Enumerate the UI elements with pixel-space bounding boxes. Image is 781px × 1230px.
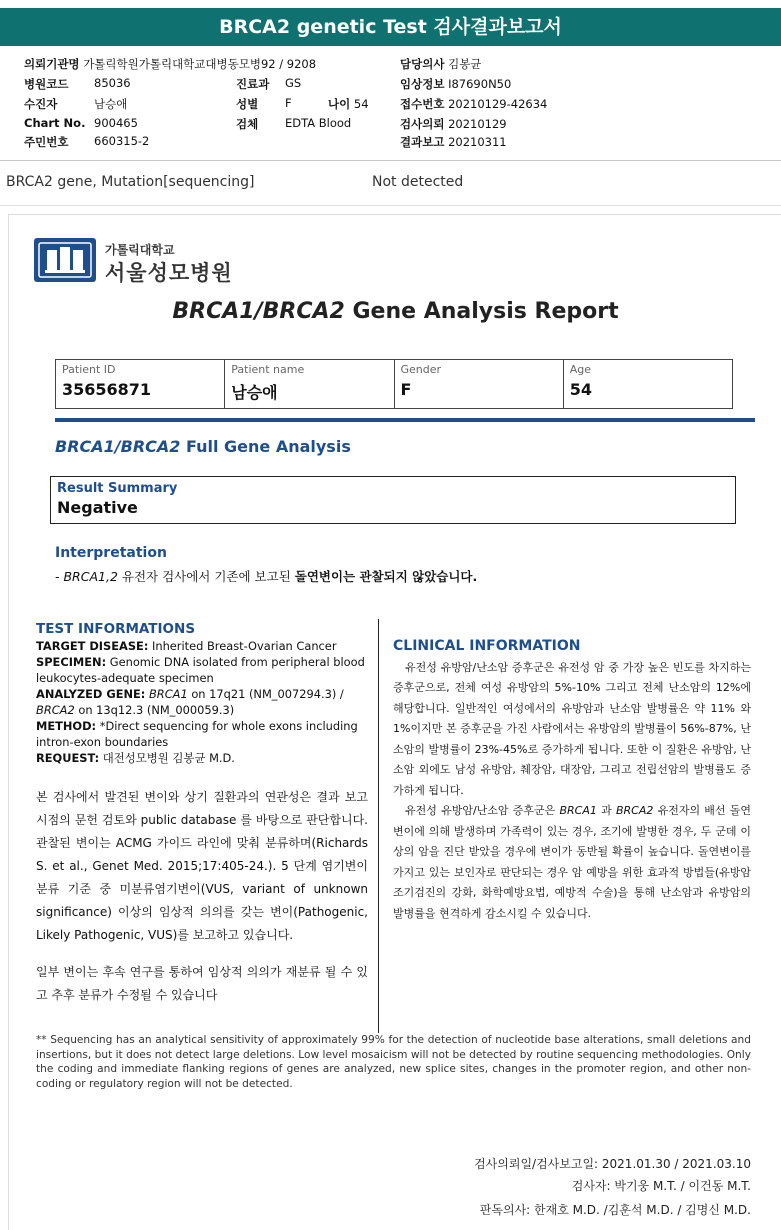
institution-value: 가톨릭학원가톨릭대학교대병동모병92 / 9208 <box>83 57 317 71</box>
age-cell: Age 54 <box>569 363 593 399</box>
doctor-label: 담당의사 <box>400 57 445 71</box>
hospital-seal-icon <box>33 237 97 283</box>
hospital-name-small: 가톨릭대학교 <box>105 243 175 257</box>
specimen-info: SPECIMEN: Genomic DNA isolated from peripheral blood leukocytes-adequate specimen <box>36 655 365 685</box>
age-label: 나이 <box>328 97 351 111</box>
method-info: METHOD: *Direct sequencing for whole exons including intron-exon boundaries <box>36 719 358 749</box>
specimen-label: 검체 <box>236 117 259 131</box>
clinical-para-1: 유전성 유방암/난소암 증후군은 유전성 암 중 가장 높은 빈도를 차지하는 증후군으로, 전체 여성 유방암의 5%-10% 그리고 전체 난소암의 12%에 해당합니다. 일반적인 여성에서의 유방암과 난소암 발병률은 약 11% 와 1%이지만 본 증후군을 가진 사람에서는 유방암의 발병률이 56%-87%, 난소암의 발병률이 23%-45%로 증가하게 됩니다. 또한 이 질환은 유방암, 난소암 외에도 남성 유방암, 췌장암, 대장암, 그리고 전립선암의 발병률도 증가하게 됩니다. <box>393 660 751 797</box>
sex-label: 성별 <box>236 97 259 111</box>
accession-value: 20210129-42634 <box>448 97 548 111</box>
request-info: REQUEST: 대전성모병원 김봉균 M.D. <box>36 751 235 765</box>
chart-label: Chart No. <box>24 116 86 130</box>
column-divider <box>378 619 379 1033</box>
dept-value: GS <box>285 76 302 90</box>
report-value: 20210311 <box>448 135 507 149</box>
interpretation-heading: Interpretation <box>55 545 167 561</box>
age-value: 54 <box>353 97 369 111</box>
test-result: Not detected <box>372 174 464 190</box>
gender-cell: Gender F <box>395 360 564 408</box>
hospital-code-label: 병원코드 <box>24 77 69 91</box>
patient-id-cell: Patient ID 35656871 <box>56 360 225 408</box>
clinical-para-2: 유전성 유방암/난소암 증후군은 BRCA1 과 BRCA2 유전자의 배선 돌연변이에 의해 발생하며 가족력이 있는 경우, 조기에 발병한 경우, 두 군데 이상의 암을 진단 받았을 경우에 변이가 동반될 확률이 높습니다. 돌연변이를 가지고 있는 보인자로 판단되는 경우 암 예방을 위한 효과적 방법들(유방암 조기검진의 강화, 화학예방요법, 예방적 수술)을 통해 난소암과 유방암의 발병률을 현격하게 감소시킬 수 있습니다. <box>393 804 752 920</box>
report-label: 결과보고 <box>400 135 445 149</box>
test-name: BRCA2 gene, Mutation[sequencing] <box>6 174 255 190</box>
report-title: BRCA1/BRCA2 Gene Analysis Report <box>172 299 619 324</box>
report-banner: BRCA2 genetic Test 검사결과보고서 <box>0 8 781 46</box>
reclassification-note: 일부 변이는 후속 연구를 통하여 임상적 의의가 재분류 될 수 있고 추후 분류가 수정될 수 있습니다 <box>36 965 368 1002</box>
id-value: 660315-2 <box>94 134 150 148</box>
dept-label: 진료과 <box>236 77 270 91</box>
institution-label: 의뢰기관명 <box>24 57 80 71</box>
clinical-value: I87690N50 <box>448 77 512 91</box>
accession-label: 접수번호 <box>400 97 445 111</box>
variant-policy-text: 본 검사에서 발견된 변이와 상기 질환과의 연관성은 결과 보고 시점의 문헌 검토와 public database 를 바탕으로 판단합니다. 관찰된 변이는 ACMG 가이드 라인에 맞춰 분류하며(Richards S. et al., Genet Med. 2015;17:405-24.). 5 단계 염기변이 분류 기준 중 미분류염기변이(VUS, variant of unknown significance) 이상의 임상적 의의를 갖는 변이(Pathogenic, Likely Pathogenic, VUS)를 보고하고 있습니다. <box>36 790 368 942</box>
request-value: 20210129 <box>448 117 507 131</box>
reading-doctors: 판독의사: 한재호 M.D. /김훈석 M.D. / 김명신 M.D. <box>479 1203 751 1217</box>
result-summary-box: Result Summary Negative <box>50 476 736 524</box>
test-informations <box>36 621 368 1007</box>
patient-value: 남승애 <box>94 97 128 111</box>
specimen-value: EDTA Blood <box>285 116 352 130</box>
clinical-information <box>393 636 751 924</box>
report-page <box>8 214 781 1230</box>
chart-value: 900465 <box>94 116 138 130</box>
interpretation-text: - BRCA1,2 유전자 검사에서 기존에 보고된 돌연변이는 관찰되지 않았습니다. <box>55 569 478 584</box>
test-info-heading: TEST INFORMATIONS <box>36 621 196 637</box>
analyzed-gene: ANALYZED GENE: BRCA1 on 17q21 (NM_007294.3) / BRCA2 on 13q12.3 (NM_000059.3) <box>36 687 344 717</box>
testers: 검사자: 박기웅 M.T. / 이건동 M.T. <box>571 1179 751 1193</box>
target-disease: TARGET DISEASE: Inherited Breast-Ovarian Cancer <box>36 639 337 653</box>
request-metadata <box>0 52 781 156</box>
section-heading: BRCA1/BRCA2 Full Gene Analysis <box>55 437 351 456</box>
hospital-name: 서울성모병원 <box>105 261 233 285</box>
sequencing-footnote: ** Sequencing has an analytical sensitivity of approximately 99% for the detection of nucleotide base alterations, small deletions and insertions, but it does not detect large deletions. Low level mosaicism will not be detected by routine sequencing methodologies. Only the coding and immediate flanking regions of genes are analyzed, new splice sites, changes in the promoter region, and other non-coding or regulatory region will not be detected. <box>36 1034 751 1090</box>
hospital-code-value: 85036 <box>94 76 131 90</box>
divider <box>0 160 781 161</box>
patient-label: 수진자 <box>24 97 58 111</box>
request-label: 검사의뢰 <box>400 117 445 131</box>
result-summary-value: Negative <box>57 498 138 517</box>
report-dates: 검사의뢰일/검사보고일: 2021.01.30 / 2021.03.10 <box>474 1157 751 1171</box>
patient-name-cell: Patient name 남승애 <box>225 360 394 408</box>
patient-table <box>55 359 733 409</box>
doctor-value: 김봉균 <box>448 57 482 71</box>
clinical-info-heading: CLINICAL INFORMATION <box>393 638 581 654</box>
id-label: 주민번호 <box>24 135 69 149</box>
section-rule <box>55 418 755 422</box>
clinical-label: 임상정보 <box>400 77 445 91</box>
sex-value: F <box>285 96 292 110</box>
divider <box>0 205 781 206</box>
